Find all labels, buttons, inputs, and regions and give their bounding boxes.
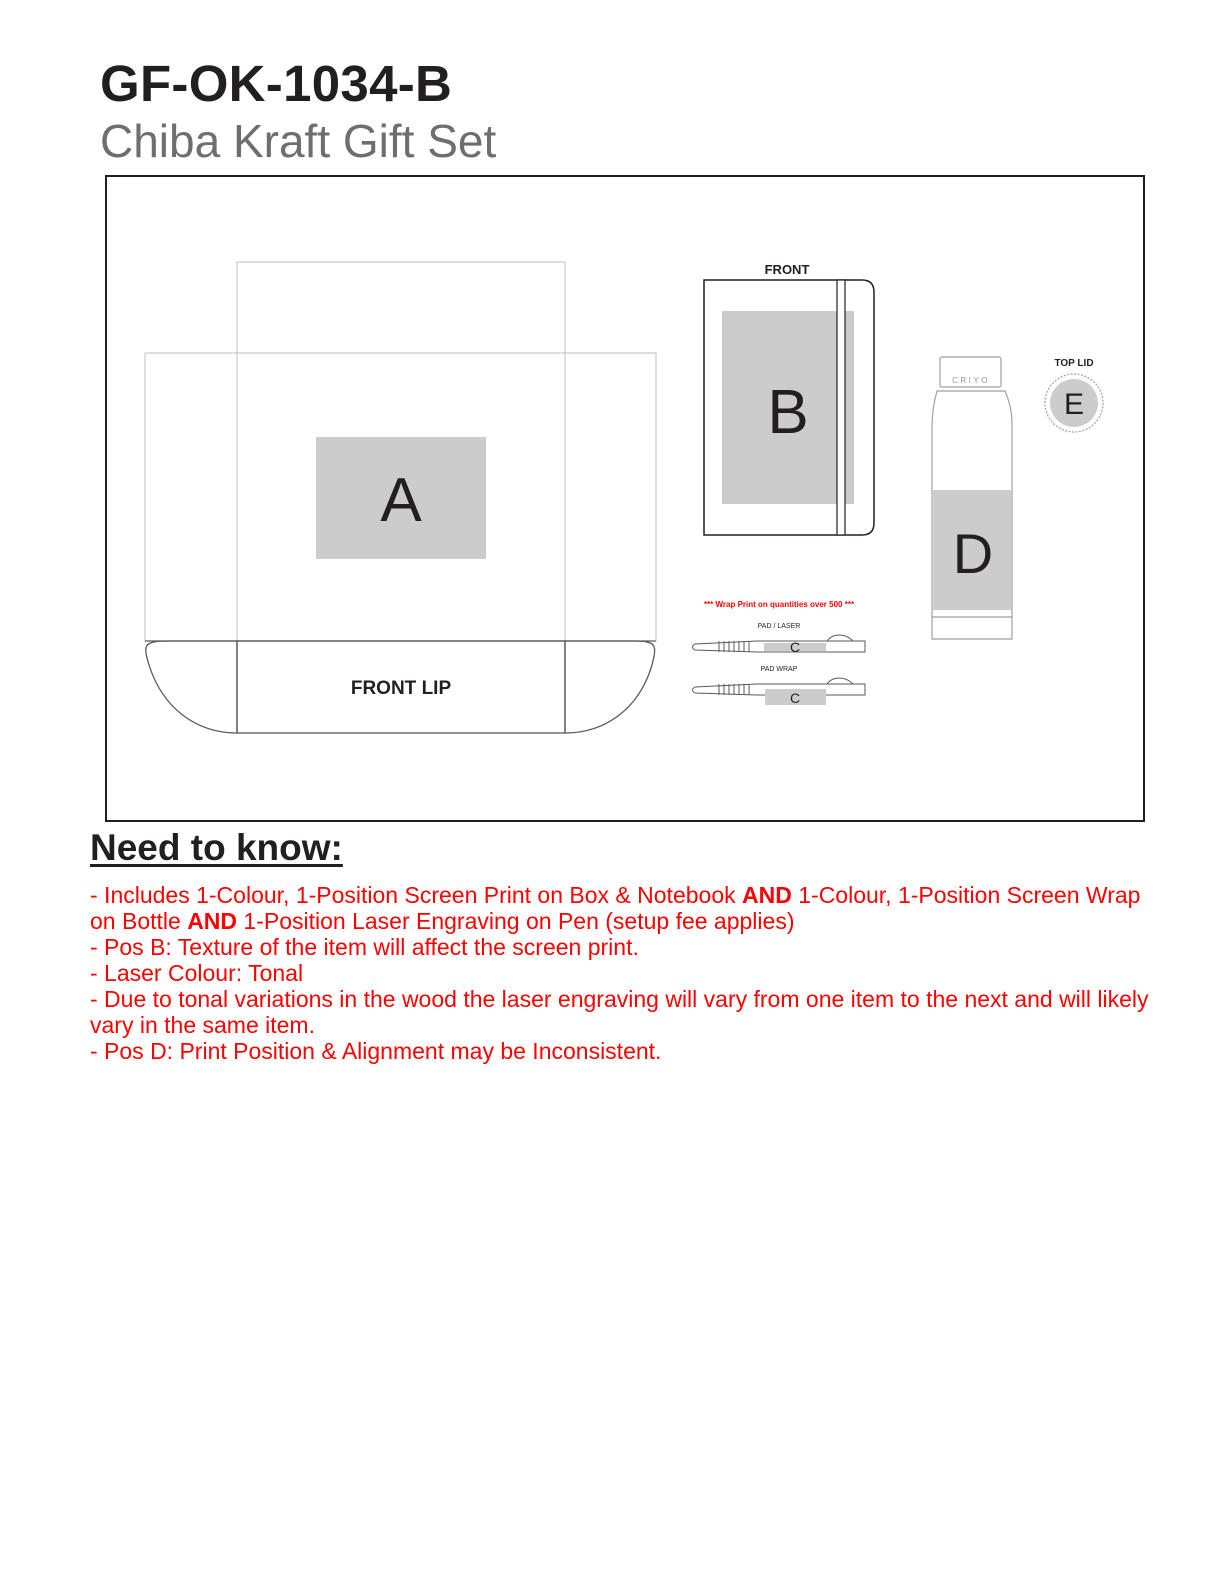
list-item: - Pos B: Texture of the item will affect the screen print. <box>90 934 639 960</box>
print-area-b-label: B <box>767 378 809 447</box>
print-area-c-pen2-label: C <box>789 690 801 706</box>
notebook-elastic-band <box>837 280 845 535</box>
bottle-brand-text: CRIYO <box>952 376 990 385</box>
list-item: - Due to tonal variations in the wood the laser engraving will vary from one item to the next and will likely vary in the same item. <box>90 986 1149 1038</box>
print-area-e-label: E <box>1063 388 1085 421</box>
notebook-front-label: FRONT <box>764 262 810 277</box>
product-name: Chiba Kraft Gift Set <box>100 115 497 167</box>
list-item <box>90 882 1150 934</box>
box-side-flap-left <box>145 353 237 641</box>
top-lid-label: TOP LID <box>1054 358 1094 369</box>
note-text: 1-Colour, 1-Position Screen Wrap on Bottle <box>90 882 1141 934</box>
list-item: - Pos D: Print Position & Alignment may be Inconsistent. <box>90 1038 662 1064</box>
box-back-flap <box>237 262 565 353</box>
note-emphasis: AND <box>742 882 792 908</box>
need-to-know-list <box>90 882 1150 1064</box>
print-area-d-label: D <box>952 522 994 585</box>
note-text: 1-Position Laser Engraving on Pen (setup fee applies) <box>237 908 795 934</box>
note-emphasis: AND <box>187 908 238 934</box>
box-side-flap-right <box>565 353 656 641</box>
pen1-method-label: PAD / LASER <box>757 623 801 630</box>
product-code: GF-OK-1034-B <box>100 55 453 112</box>
wrap-print-note: *** Wrap Print on quantities over 500 *** <box>703 600 855 609</box>
print-area-c-pen1-label: C <box>789 639 801 655</box>
product-drawing-frame <box>105 175 1145 822</box>
pen2-method-label: PAD WRAP <box>760 666 798 673</box>
front-lip-label: FRONT LIP <box>350 678 452 699</box>
list-item: - Laser Colour: Tonal <box>90 960 304 986</box>
need-to-know-heading: Need to know: <box>90 827 343 868</box>
note-text: - Includes 1-Colour, 1-Position Screen Print on Box & Notebook <box>90 882 743 908</box>
print-area-a-label: A <box>380 466 422 535</box>
